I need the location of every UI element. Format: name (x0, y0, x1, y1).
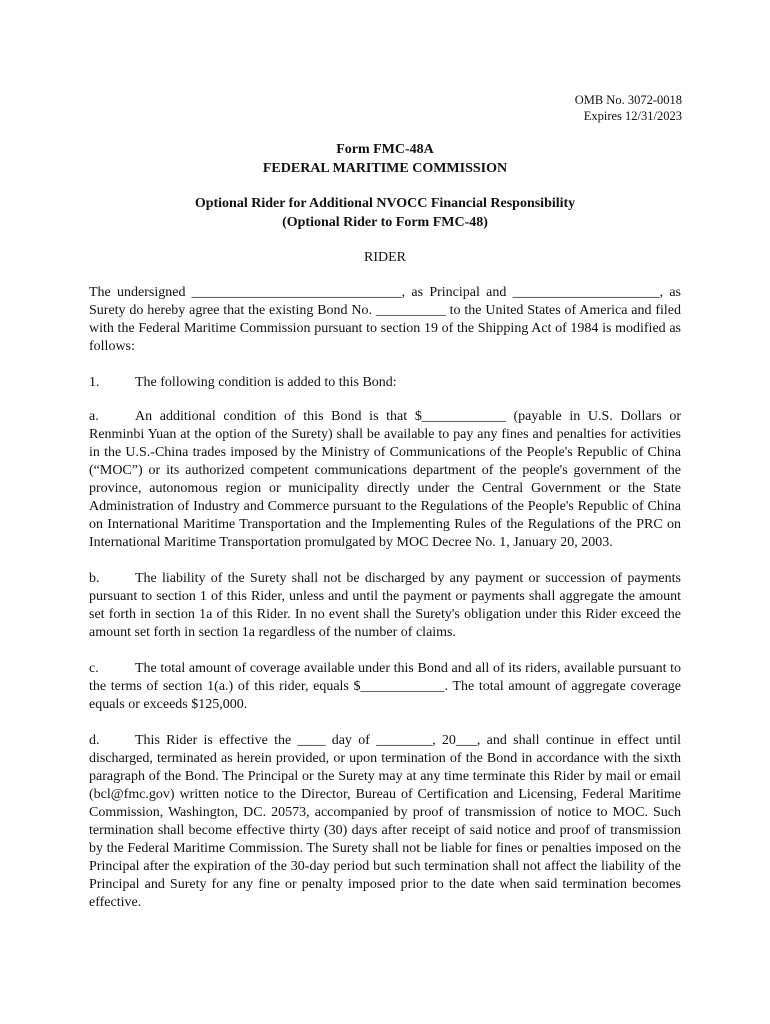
paragraph-a-letter: a. (89, 409, 99, 424)
paragraph-a-text: An additional condition of this Bond is that $____________ (payable in U.S. Dollars or Renminbi Yuan at the option of the Surety) shall be available to pay any fines and penalties for activities in the U.S.-China trades imposed by the Ministry of Communications of the People's Republic of China (“MOC”) or its authorized competent communications department of the people's government of the province, autonomous region or municipality directly under the Central Government or the State Administration of Industry and Commerce pursuant to the Regulations of the People's Republic of China on International Maritime Transportation and the Implementing Rules of the Regulations of the PRC on International Maritime Transportation promulgated by MOC Decree No. 1, January 20, 2003. (89, 409, 681, 550)
form-title (88, 140, 682, 178)
paragraph-b-letter: b. (89, 571, 100, 586)
item-1-text: The following condition is added to this Bond: (135, 375, 397, 390)
paragraph-c-text: The total amount of coverage available under this Bond and all of its riders, available pursuant to the terms of section 1(a.) of this rider, equals $____________. The total amount of aggregate coverage equals or exceeds $125,000. (89, 661, 681, 712)
omb-header (575, 92, 682, 124)
agency-name: FEDERAL MARITIME COMMISSION (262, 161, 508, 176)
paragraph-b (89, 570, 681, 642)
paragraph-b-text: The liability of the Surety shall not be discharged by any payment or succession of payments pursuant to section 1 of this Rider, unless and until the payment or payments shall aggregate the amount set forth in section 1a of this Rider. In no event shall the Surety's obligation under this Rider exceed the amount set forth in section 1a regardless of the number of claims. (89, 571, 681, 640)
paragraph-d (89, 732, 681, 912)
paragraph-d-letter: d. (89, 733, 100, 748)
item-1-number: 1. (89, 375, 100, 390)
item-1 (89, 374, 681, 392)
form-subtitle (88, 194, 682, 232)
subtitle-line-2: (Optional Rider to Form FMC-48) (282, 215, 488, 230)
omb-number: OMB No. 3072-0018 (574, 93, 682, 107)
intro-paragraph: The undersigned ______________________________, as Principal and _____________________, as Surety do hereby agree that the existing Bond No. __________ to the United States of America and filed with the Federal Maritime Commission pursuant to section 19 of the Shipping Act of 1984 is modified as follows: (89, 285, 681, 354)
expiration-date: Expires 12/31/2023 (583, 109, 682, 123)
document-body (89, 284, 681, 930)
paragraph-c (89, 660, 681, 714)
subtitle-line-1: Optional Rider for Additional NVOCC Financial Responsibility (194, 196, 576, 211)
paragraph-a (89, 408, 681, 552)
paragraph-c-letter: c. (89, 661, 99, 676)
form-number: Form FMC-48A (336, 142, 434, 157)
rider-heading: RIDER (364, 250, 406, 265)
paragraph-d-text: This Rider is effective the ____ day of ________, 20___, and shall continue in effect until discharged, terminated as herein provided, or upon termination of the Bond in accordance with the sixth paragraph of the Bond. The Principal or the Surety may at any time terminate this Rider by mail or email (bcl@fmc.gov) written notice to the Director, Bureau of Certification and Licensing, Federal Maritime Commission, Washington, DC. 20573, accompanied by proof of transmission of notice to MOC. Such termination shall become effective thirty (30) days after receipt of said notice and proof of transmission by the Federal Maritime Commission. The Surety shall not be liable for fines or penalties imposed on the Principal after the expiration of the 30-day period but such termination shall not affect the liability of the Principal and Surety for any fine or penalty imposed prior to the date when said termination becomes effective. (89, 733, 681, 910)
